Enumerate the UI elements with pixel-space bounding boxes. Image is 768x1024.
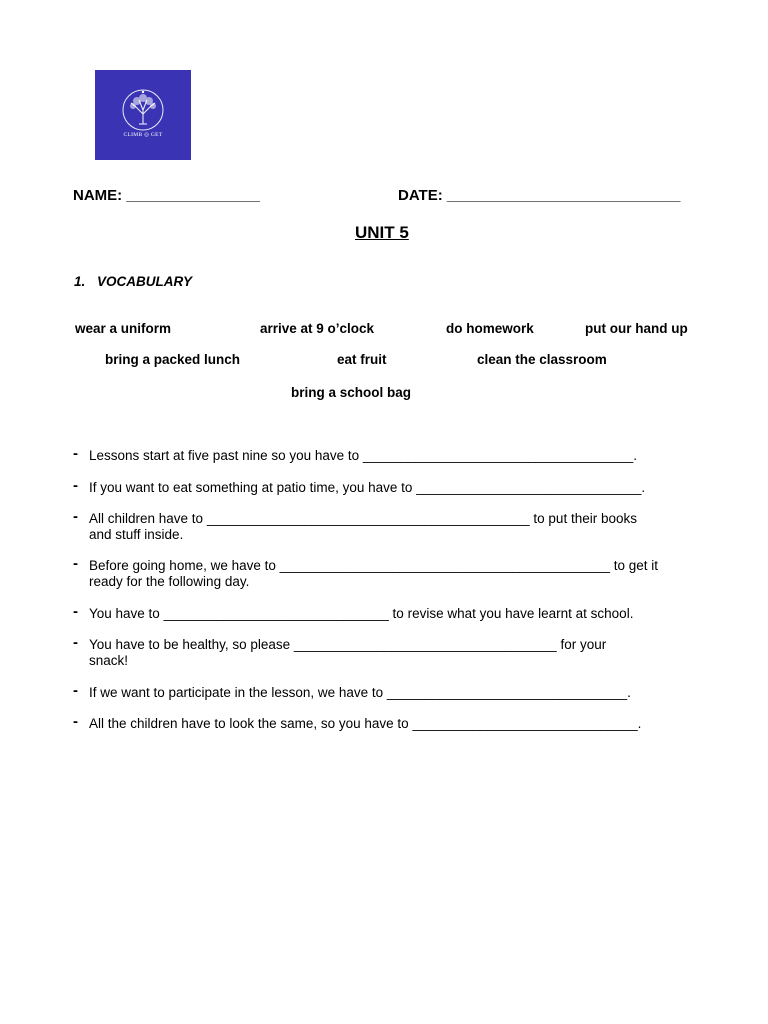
exercise-sentence (73, 477, 703, 496)
sentence-line-1: Lessons start at five past nine so you have to ____________________________________. (89, 448, 637, 463)
word-bank-item: wear a uniform (75, 321, 172, 336)
word-bank-item: clean the classroom (477, 352, 607, 367)
date-field: DATE: ____________________________ (398, 187, 681, 204)
bullet-dash: - (73, 477, 78, 494)
bullet-dash: - (73, 445, 78, 462)
exercise-sentence (73, 713, 703, 732)
word-bank-item: put our hand up (585, 321, 688, 336)
section-title: VOCABULARY (97, 274, 193, 289)
sentence-line-2: ready for the following day. (89, 574, 250, 589)
sentence-line-1: If you want to eat something at patio time, you have to ______________________________. (89, 480, 646, 495)
school-logo (95, 70, 191, 160)
bullet-dash: - (73, 682, 78, 699)
section-number: 1. (74, 274, 86, 289)
bullet-dash: - (73, 634, 78, 651)
word-bank-item: do homework (446, 321, 534, 336)
exercise-sentence (73, 682, 703, 701)
logo-text: CLIMB ◎ GET (123, 132, 163, 138)
sentence-line-2: and stuff inside. (89, 527, 184, 542)
bullet-dash: - (73, 508, 78, 525)
exercise-sentence (73, 555, 703, 590)
exercise-sentence (73, 603, 703, 622)
word-bank-item: bring a school bag (291, 385, 412, 400)
sentence-line-1: All the children have to look the same, so you have to ______________________________. (89, 716, 642, 731)
exercise-sentence (73, 634, 703, 669)
word-bank-item: eat fruit (337, 352, 387, 367)
exercise-sentence (73, 445, 703, 464)
word-bank-item: arrive at 9 o’clock (260, 321, 375, 336)
bullet-dash: - (73, 713, 78, 730)
bullet-dash: - (73, 603, 78, 620)
tree-icon (95, 70, 191, 160)
sentence-line-1: You have to be healthy, so please ___________________________________ for your (89, 637, 607, 652)
name-field: NAME: ________________ (73, 187, 260, 204)
exercise-sentence (73, 508, 703, 543)
sentence-line-1: You have to ______________________________ to revise what you have learnt at school. (89, 606, 634, 621)
sentence-line-1: Before going home, we have to ____________________________________________ to get it (89, 558, 659, 573)
sentence-line-1: If we want to participate in the lesson, we have to ________________________________. (89, 685, 631, 700)
bullet-dash: - (73, 555, 78, 572)
page-title: UNIT 5 (355, 223, 409, 242)
word-bank-item: bring a packed lunch (105, 352, 241, 367)
sentence-line-2: snack! (89, 653, 129, 668)
sentence-line-1: All children have to ___________________________________________ to put their books (89, 511, 637, 526)
